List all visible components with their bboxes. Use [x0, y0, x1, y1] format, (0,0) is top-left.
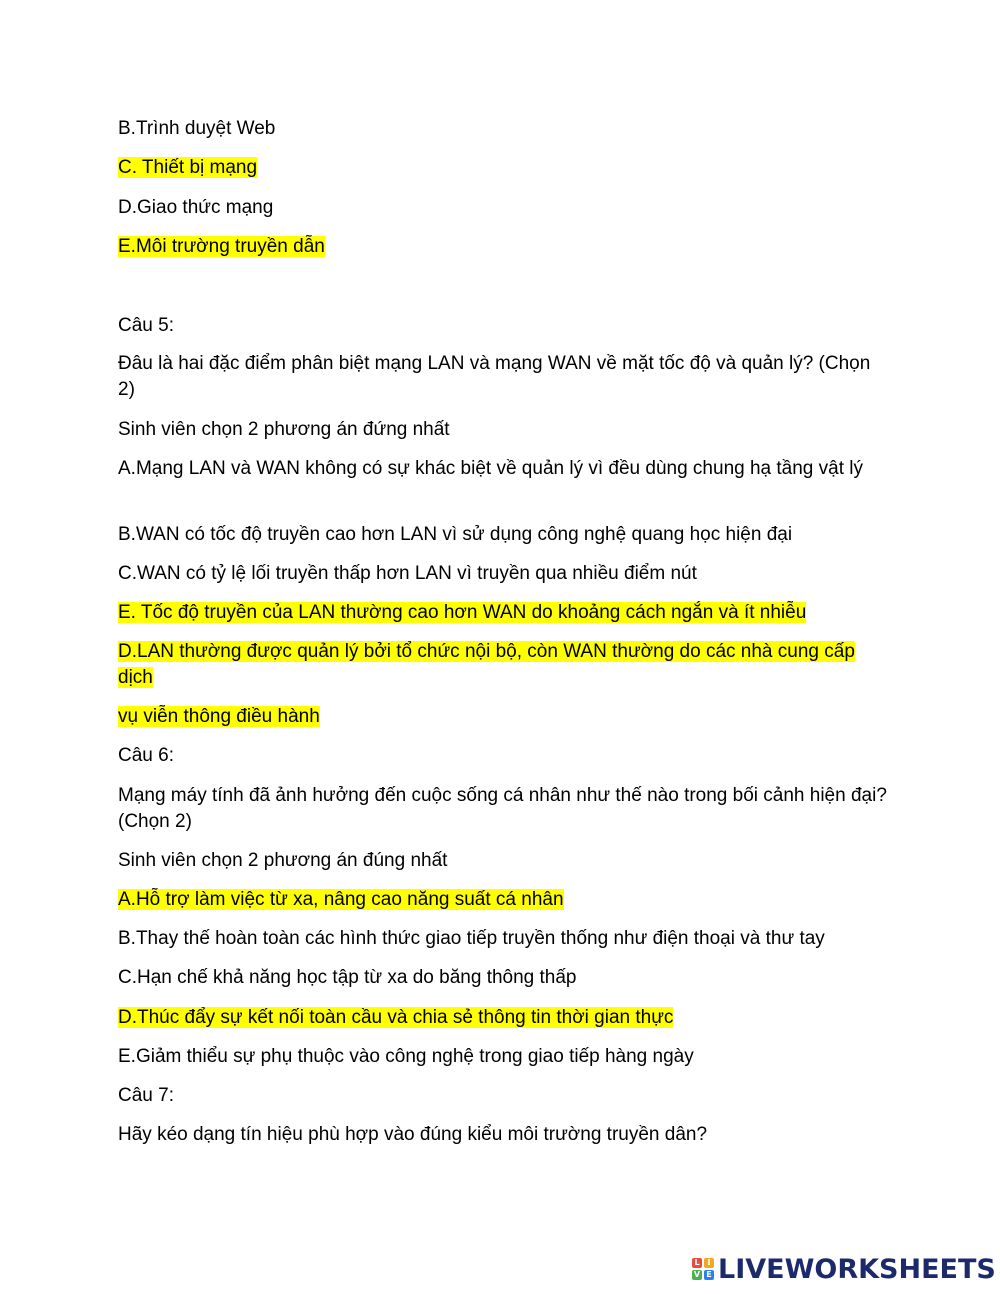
question-7-text: Hãy kéo dạng tín hiệu phù hợp vào đúng kiểu môi trường truyền dân? — [118, 1124, 708, 1145]
highlighted-answer: E. Tốc độ truyền của LAN thường cao hơn WAN do khoảng cách ngắn và ít nhiễu — [118, 602, 807, 623]
highlighted-answer: D.Thúc đẩy sự kết nối toàn cầu và chia sẻ thông tin thời gian thực — [118, 1007, 674, 1028]
question-6-option-e: E.Giảm thiểu sự phụ thuộc vào công nghệ trong giao tiếp hàng ngày — [118, 1046, 694, 1067]
question-5-heading: Câu 5: — [118, 315, 174, 336]
question-6-instruction: Sinh viên chọn 2 phương án đúng nhất — [118, 850, 448, 871]
option-b-web-browser: B.Trình duyệt Web — [118, 118, 276, 139]
question-6-option-a — [118, 887, 564, 913]
option-c-network-device — [118, 155, 257, 181]
logo-block: E — [704, 1270, 714, 1280]
question-5-option-b: B.WAN có tốc độ truyền cao hơn LAN vì sử dụng công nghệ quang học hiện đại — [118, 524, 793, 545]
logo-block: I — [704, 1258, 714, 1268]
question-5-option-a: A.Mạng LAN và WAN không có sự khác biệt về quản lý vì đều dùng chung hạ tầng vật lý — [118, 458, 863, 479]
highlighted-answer: C. Thiết bị mạng — [118, 157, 258, 178]
question-6-option-d — [118, 1005, 673, 1031]
option-d-network-protocol: D.Giao thức mạng — [118, 197, 274, 218]
question-5-instruction: Sinh viên chọn 2 phương án đứng nhất — [118, 419, 450, 440]
question-6-heading: Câu 6: — [118, 745, 174, 766]
question-5-option-d-continued — [118, 704, 320, 730]
question-6-option-b: B.Thay thế hoàn toàn các hình thức giao tiếp truyền thống như điện thoại và thư tay — [118, 928, 825, 949]
liveworksheets-logo — [692, 1252, 996, 1286]
question-5-option-c: C.WAN có tỷ lệ lối truyền thấp hơn LAN vì truyền qua nhiều điểm nút — [118, 563, 697, 584]
logo-blocks-icon — [692, 1258, 714, 1280]
question-6-text: Mạng máy tính đã ảnh hưởng đến cuộc sống cá nhân như thế nào trong bối cảnh hiện đại? (Chọn 2) — [118, 785, 887, 832]
question-5-option-e — [118, 600, 806, 626]
logo-block: L — [692, 1258, 702, 1268]
logo-text: LIVEWORKSHEETS — [718, 1253, 996, 1285]
option-e-transmission-medium — [118, 234, 325, 260]
highlighted-answer: vụ viễn thông điều hành — [118, 706, 320, 727]
highlighted-answer: D.LAN thường được quản lý bởi tổ chức nội bộ, còn WAN thường do các nhà cung cấp dịch — [118, 641, 855, 688]
question-5-option-d — [118, 639, 888, 691]
question-7-heading: Câu 7: — [118, 1085, 174, 1106]
question-5-text: Đâu là hai đặc điểm phân biệt mạng LAN và mạng WAN về mặt tốc độ và quản lý? (Chọn 2) — [118, 353, 871, 400]
question-6-option-c: C.Hạn chế khả năng học tập từ xa do băng thông thấp — [118, 967, 577, 988]
highlighted-answer: E.Môi trường truyền dẫn — [118, 236, 325, 257]
highlighted-answer: A.Hỗ trợ làm việc từ xa, nâng cao năng suất cá nhân — [118, 889, 564, 910]
logo-block: V — [693, 1270, 701, 1279]
